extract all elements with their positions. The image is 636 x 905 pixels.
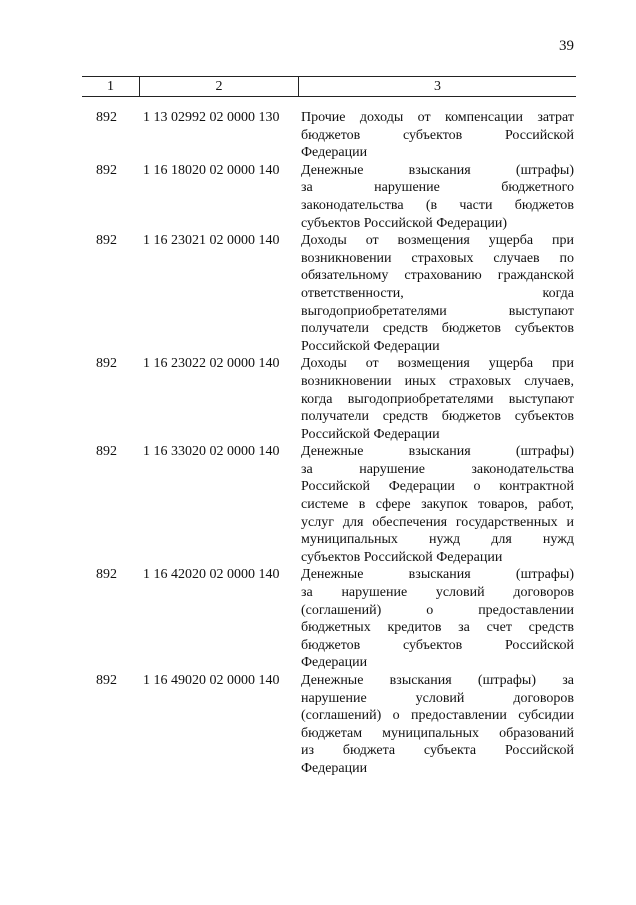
description-line: бюджетов субъектов Российской xyxy=(301,637,574,653)
budget-classification-code: 1 13 02992 02 0000 130 xyxy=(143,110,280,125)
budget-classification-code: 1 16 49020 02 0000 140 xyxy=(143,673,280,688)
description-line: получатели средств бюджетов субъектов xyxy=(301,321,574,337)
description-line: муниципальных нужд для нужд xyxy=(301,532,574,548)
description-line: за нарушение бюджетного xyxy=(301,180,574,196)
admin-code: 892 xyxy=(96,567,117,583)
description-line: Доходы от возмещения ущерба при xyxy=(301,356,574,372)
table-row xyxy=(82,162,576,232)
description-line: Денежные взыскания (штрафы) xyxy=(301,567,574,583)
description-line: возникновении иных страховых случаев, xyxy=(301,373,574,389)
description-line: возникновении страховых случаев по xyxy=(301,250,574,266)
budget-classification-code: 1 16 23021 02 0000 140 xyxy=(143,233,280,249)
table-row xyxy=(82,672,576,778)
description-line: законодательства (в части бюджетов xyxy=(301,197,574,213)
description-line: Денежные взыскания (штрафы) xyxy=(301,444,574,460)
description-line: из бюджета субъекта Российской xyxy=(301,743,574,759)
income-description xyxy=(301,232,574,355)
description-line: когда выгодоприобретателями выступают xyxy=(301,391,574,407)
description-line: Прочие доходы от компенсации затрат xyxy=(301,110,574,125)
description-line: (соглашений) о предоставлении субсидии xyxy=(301,708,574,724)
admin-code: 892 xyxy=(96,673,117,688)
description-line: выгодоприобретателями выступают xyxy=(301,303,574,319)
admin-code: 892 xyxy=(96,233,117,249)
description-line: субъектов Российской Федерации xyxy=(301,549,503,565)
description-line: субъектов Российской Федерации) xyxy=(301,215,508,231)
description-line: Федерации xyxy=(301,655,368,671)
income-description xyxy=(301,566,574,672)
admin-code: 892 xyxy=(96,444,117,460)
description-line: Доходы от возмещения ущерба при xyxy=(301,233,574,249)
description-line: Федерации xyxy=(301,145,368,161)
description-line: Российской Федерации xyxy=(301,426,440,442)
description-line: обязательному страхованию гражданской xyxy=(301,268,574,284)
admin-code: 892 xyxy=(96,110,117,125)
income-description xyxy=(301,672,574,778)
income-description xyxy=(301,109,574,162)
description-line: ответственности, когда xyxy=(301,285,574,301)
budget-classification-code: 1 16 23022 02 0000 140 xyxy=(143,356,280,372)
table-row xyxy=(82,355,576,443)
description-line: за нарушение условий договоров xyxy=(301,585,574,601)
header-column-3: 3 xyxy=(434,79,441,94)
table-row xyxy=(82,232,576,355)
table-row xyxy=(82,443,576,566)
header-column-1: 1 xyxy=(82,77,140,96)
description-line: за нарушение законодательства xyxy=(301,461,574,477)
description-line: (соглашений) о предоставлении xyxy=(301,602,574,618)
budget-classification-code: 1 16 33020 02 0000 140 xyxy=(143,444,280,460)
description-line: системе в сфере закупок товаров, работ, xyxy=(301,497,574,513)
description-line: услуг для обеспечения государственных и xyxy=(301,514,574,530)
description-line: нарушение условий договоров xyxy=(301,690,574,706)
page-number: 39 xyxy=(559,38,574,54)
description-line: Российской Федерации xyxy=(301,338,440,354)
header-column-2: 2 xyxy=(140,77,299,96)
income-description xyxy=(301,162,574,232)
description-line: получатели средств бюджетов субъектов xyxy=(301,409,574,425)
budget-classification-code: 1 16 18020 02 0000 140 xyxy=(143,162,280,178)
description-line: бюджетов субъектов Российской xyxy=(301,127,574,143)
admin-code: 892 xyxy=(96,162,117,178)
table-row xyxy=(82,566,576,672)
admin-code: 892 xyxy=(96,356,117,372)
description-line: бюджетам муниципальных образований xyxy=(301,725,574,741)
income-description xyxy=(301,355,574,443)
description-line: бюджетных кредитов за счет средств xyxy=(301,620,574,636)
budget-classification-code: 1 16 42020 02 0000 140 xyxy=(143,567,280,583)
description-line: Российской Федерации о контрактной xyxy=(301,479,574,495)
table-body xyxy=(82,109,576,778)
table-row xyxy=(82,109,576,162)
income-description xyxy=(301,443,574,566)
description-line: Денежные взыскания (штрафы) за xyxy=(301,673,574,688)
description-line: Федерации xyxy=(301,760,368,776)
table-header xyxy=(82,76,576,97)
description-line: Денежные взыскания (штрафы) xyxy=(301,162,574,178)
